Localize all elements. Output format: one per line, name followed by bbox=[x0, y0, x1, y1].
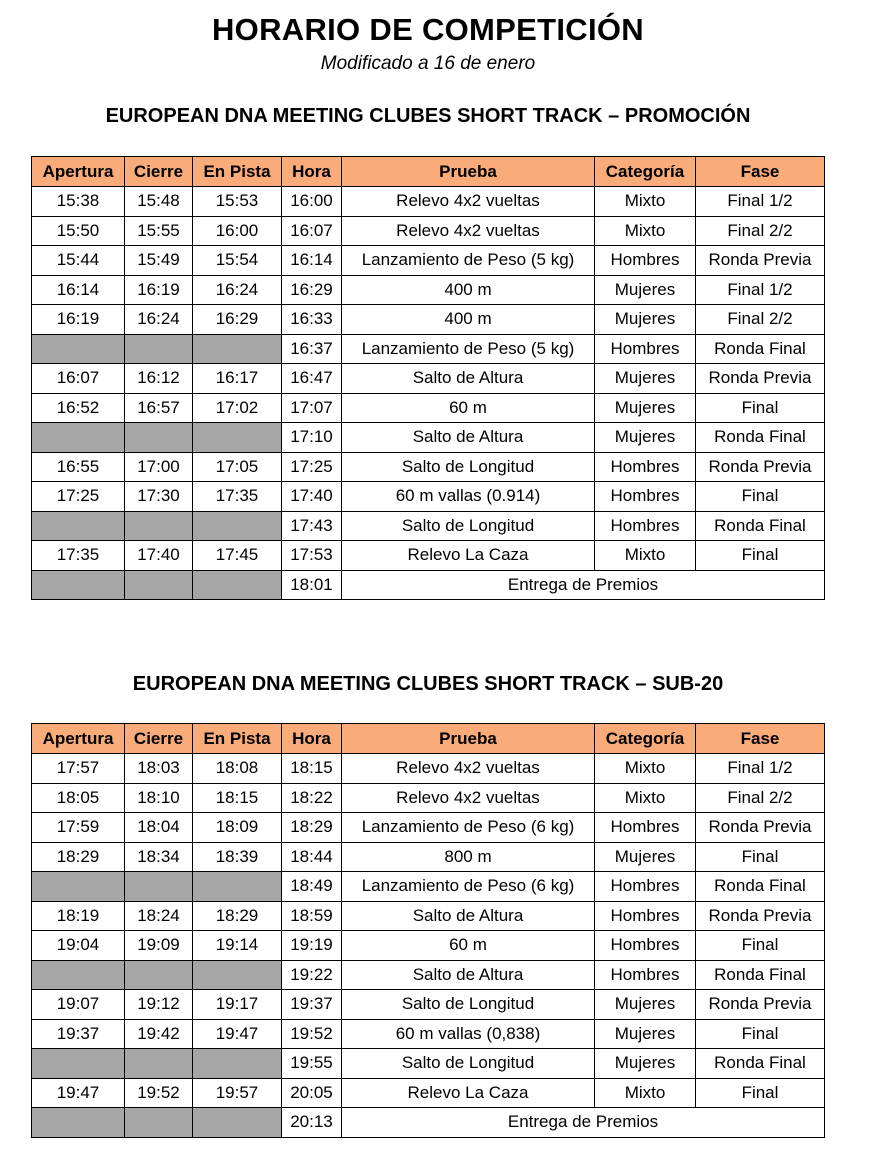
empty-cell bbox=[193, 872, 282, 902]
cell-prueba: Lanzamiento de Peso (5 kg) bbox=[342, 246, 595, 276]
table-row bbox=[32, 813, 825, 843]
cell-hora: 19:19 bbox=[282, 931, 342, 961]
cell-prueba: Relevo 4x2 vueltas bbox=[342, 216, 595, 246]
cell-fase: Ronda Final bbox=[696, 960, 825, 990]
cell-fase: Ronda Final bbox=[696, 872, 825, 902]
cell-apertura: 16:07 bbox=[32, 364, 125, 394]
awards-label: Entrega de Premios bbox=[342, 1108, 825, 1138]
cell-prueba: 400 m bbox=[342, 275, 595, 305]
cell-fase: Ronda Previa bbox=[696, 364, 825, 394]
cell-en-pista: 18:39 bbox=[193, 842, 282, 872]
cell-prueba: Relevo La Caza bbox=[342, 1078, 595, 1108]
cell-hora: 18:29 bbox=[282, 813, 342, 843]
cell-cierre: 19:52 bbox=[125, 1078, 193, 1108]
cell-fase: Final bbox=[696, 1078, 825, 1108]
column-header-cierre: Cierre bbox=[125, 724, 193, 754]
empty-cell bbox=[32, 570, 125, 600]
table-row bbox=[32, 423, 825, 453]
empty-cell bbox=[125, 570, 193, 600]
empty-cell bbox=[193, 423, 282, 453]
cell-fase: Final 2/2 bbox=[696, 305, 825, 335]
cell-prueba: 60 m bbox=[342, 393, 595, 423]
table-row bbox=[32, 1049, 825, 1079]
cell-en-pista: 18:29 bbox=[193, 901, 282, 931]
cell-prueba: Lanzamiento de Peso (5 kg) bbox=[342, 334, 595, 364]
cell-hora: 18:01 bbox=[282, 570, 342, 600]
empty-cell bbox=[193, 334, 282, 364]
empty-cell bbox=[32, 511, 125, 541]
page-subtitle: Modificado a 16 de enero bbox=[320, 53, 536, 74]
cell-cierre: 16:19 bbox=[125, 275, 193, 305]
cell-cierre: 19:42 bbox=[125, 1019, 193, 1049]
cell-en-pista: 16:24 bbox=[193, 275, 282, 305]
cell-hora: 16:00 bbox=[282, 187, 342, 217]
schedule-table-promocion bbox=[31, 156, 825, 600]
cell-prueba: Relevo 4x2 vueltas bbox=[342, 754, 595, 784]
empty-cell bbox=[125, 872, 193, 902]
cell-hora: 16:47 bbox=[282, 364, 342, 394]
cell-en-pista: 19:57 bbox=[193, 1078, 282, 1108]
table-row bbox=[32, 960, 825, 990]
empty-cell bbox=[125, 511, 193, 541]
awards-label: Entrega de Premios bbox=[342, 570, 825, 600]
cell-fase: Ronda Final bbox=[696, 511, 825, 541]
cell-en-pista: 17:35 bbox=[193, 482, 282, 512]
cell-apertura: 17:57 bbox=[32, 754, 125, 784]
table-row bbox=[32, 901, 825, 931]
cell-apertura: 16:55 bbox=[32, 452, 125, 482]
column-header-cierre: Cierre bbox=[125, 157, 193, 187]
cell-prueba: 60 m bbox=[342, 931, 595, 961]
table-row bbox=[32, 393, 825, 423]
column-header-apertura: Apertura bbox=[32, 157, 125, 187]
cell-hora: 20:13 bbox=[282, 1108, 342, 1138]
cell-en-pista: 17:45 bbox=[193, 541, 282, 571]
cell-apertura: 15:50 bbox=[32, 216, 125, 246]
column-header-hora: Hora bbox=[282, 724, 342, 754]
empty-cell bbox=[193, 511, 282, 541]
cell-hora: 18:15 bbox=[282, 754, 342, 784]
cell-categoria: Hombres bbox=[595, 482, 696, 512]
table-row bbox=[32, 334, 825, 364]
cell-fase: Final 1/2 bbox=[696, 754, 825, 784]
cell-fase: Final bbox=[696, 1019, 825, 1049]
column-header-apertura: Apertura bbox=[32, 724, 125, 754]
cell-hora: 18:49 bbox=[282, 872, 342, 902]
table-row bbox=[32, 872, 825, 902]
cell-fase: Final 1/2 bbox=[696, 187, 825, 217]
cell-apertura: 19:37 bbox=[32, 1019, 125, 1049]
section-title-sub20: EUROPEAN DNA MEETING CLUBES SHORT TRACK – SUB-20 bbox=[132, 673, 724, 695]
cell-en-pista: 15:54 bbox=[193, 246, 282, 276]
column-header-prueba: Prueba bbox=[342, 724, 595, 754]
empty-cell bbox=[125, 423, 193, 453]
cell-cierre: 17:30 bbox=[125, 482, 193, 512]
cell-en-pista: 15:53 bbox=[193, 187, 282, 217]
column-header-categoria: Categoría bbox=[595, 724, 696, 754]
table-row bbox=[32, 754, 825, 784]
cell-hora: 16:07 bbox=[282, 216, 342, 246]
cell-prueba: Relevo 4x2 vueltas bbox=[342, 187, 595, 217]
cell-prueba: 60 m vallas (0.914) bbox=[342, 482, 595, 512]
cell-en-pista: 16:17 bbox=[193, 364, 282, 394]
cell-hora: 17:10 bbox=[282, 423, 342, 453]
cell-categoria: Mujeres bbox=[595, 305, 696, 335]
cell-cierre: 16:24 bbox=[125, 305, 193, 335]
cell-categoria: Mixto bbox=[595, 783, 696, 813]
cell-prueba: Salto de Longitud bbox=[342, 452, 595, 482]
cell-categoria: Hombres bbox=[595, 246, 696, 276]
column-header-hora: Hora bbox=[282, 157, 342, 187]
cell-hora: 19:52 bbox=[282, 1019, 342, 1049]
cell-prueba: Salto de Altura bbox=[342, 901, 595, 931]
table-row bbox=[32, 1078, 825, 1108]
schedule-table-sub20 bbox=[31, 723, 825, 1138]
cell-cierre: 17:40 bbox=[125, 541, 193, 571]
table-row bbox=[32, 364, 825, 394]
cell-categoria: Mixto bbox=[595, 187, 696, 217]
cell-fase: Ronda Previa bbox=[696, 246, 825, 276]
table-row bbox=[32, 216, 825, 246]
cell-prueba: Relevo 4x2 vueltas bbox=[342, 783, 595, 813]
column-header-en-pista: En Pista bbox=[193, 157, 282, 187]
cell-cierre: 17:00 bbox=[125, 452, 193, 482]
cell-cierre: 19:12 bbox=[125, 990, 193, 1020]
table-row bbox=[32, 275, 825, 305]
cell-apertura: 15:44 bbox=[32, 246, 125, 276]
cell-apertura: 19:07 bbox=[32, 990, 125, 1020]
cell-hora: 17:43 bbox=[282, 511, 342, 541]
cell-en-pista: 18:08 bbox=[193, 754, 282, 784]
empty-cell bbox=[32, 423, 125, 453]
cell-prueba: Salto de Longitud bbox=[342, 990, 595, 1020]
cell-hora: 17:40 bbox=[282, 482, 342, 512]
column-header-fase: Fase bbox=[696, 724, 825, 754]
cell-hora: 18:59 bbox=[282, 901, 342, 931]
cell-categoria: Hombres bbox=[595, 511, 696, 541]
cell-categoria: Mixto bbox=[595, 216, 696, 246]
table-row bbox=[32, 1019, 825, 1049]
cell-categoria: Mixto bbox=[595, 541, 696, 571]
empty-cell bbox=[32, 334, 125, 364]
cell-apertura: 16:19 bbox=[32, 305, 125, 335]
cell-categoria: Mujeres bbox=[595, 1019, 696, 1049]
cell-prueba: Salto de Longitud bbox=[342, 511, 595, 541]
empty-cell bbox=[125, 334, 193, 364]
cell-fase: Ronda Previa bbox=[696, 990, 825, 1020]
cell-apertura: 16:14 bbox=[32, 275, 125, 305]
cell-apertura: 19:04 bbox=[32, 931, 125, 961]
awards-row bbox=[32, 570, 825, 600]
cell-cierre: 15:49 bbox=[125, 246, 193, 276]
cell-fase: Ronda Previa bbox=[696, 901, 825, 931]
empty-cell bbox=[125, 1049, 193, 1079]
cell-fase: Final bbox=[696, 931, 825, 961]
cell-en-pista: 17:05 bbox=[193, 452, 282, 482]
cell-cierre: 18:24 bbox=[125, 901, 193, 931]
cell-fase: Ronda Final bbox=[696, 1049, 825, 1079]
cell-apertura: 18:05 bbox=[32, 783, 125, 813]
column-header-en-pista: En Pista bbox=[193, 724, 282, 754]
cell-hora: 19:55 bbox=[282, 1049, 342, 1079]
cell-categoria: Mixto bbox=[595, 1078, 696, 1108]
cell-cierre: 18:03 bbox=[125, 754, 193, 784]
cell-categoria: Mujeres bbox=[595, 275, 696, 305]
cell-fase: Final bbox=[696, 541, 825, 571]
cell-fase: Final 2/2 bbox=[696, 216, 825, 246]
cell-categoria: Mujeres bbox=[595, 364, 696, 394]
cell-categoria: Hombres bbox=[595, 872, 696, 902]
cell-prueba: Salto de Longitud bbox=[342, 1049, 595, 1079]
cell-apertura: 18:29 bbox=[32, 842, 125, 872]
cell-fase: Final 1/2 bbox=[696, 275, 825, 305]
cell-hora: 20:05 bbox=[282, 1078, 342, 1108]
cell-hora: 17:07 bbox=[282, 393, 342, 423]
cell-cierre: 15:48 bbox=[125, 187, 193, 217]
table-row bbox=[32, 305, 825, 335]
cell-apertura: 19:47 bbox=[32, 1078, 125, 1108]
cell-en-pista: 19:14 bbox=[193, 931, 282, 961]
cell-cierre: 16:57 bbox=[125, 393, 193, 423]
cell-fase: Ronda Final bbox=[696, 334, 825, 364]
cell-categoria: Hombres bbox=[595, 931, 696, 961]
cell-en-pista: 18:15 bbox=[193, 783, 282, 813]
table-row bbox=[32, 541, 825, 571]
cell-en-pista: 18:09 bbox=[193, 813, 282, 843]
cell-apertura: 18:19 bbox=[32, 901, 125, 931]
table-row bbox=[32, 931, 825, 961]
awards-row bbox=[32, 1108, 825, 1138]
cell-categoria: Hombres bbox=[595, 452, 696, 482]
cell-categoria: Hombres bbox=[595, 813, 696, 843]
cell-en-pista: 19:47 bbox=[193, 1019, 282, 1049]
cell-apertura: 17:35 bbox=[32, 541, 125, 571]
cell-fase: Ronda Previa bbox=[696, 452, 825, 482]
cell-apertura: 17:59 bbox=[32, 813, 125, 843]
column-header-categoria: Categoría bbox=[595, 157, 696, 187]
cell-categoria: Mujeres bbox=[595, 393, 696, 423]
cell-categoria: Hombres bbox=[595, 901, 696, 931]
cell-fase: Final bbox=[696, 842, 825, 872]
cell-cierre: 18:10 bbox=[125, 783, 193, 813]
cell-hora: 19:37 bbox=[282, 990, 342, 1020]
empty-cell bbox=[125, 1108, 193, 1138]
column-header-fase: Fase bbox=[696, 157, 825, 187]
column-header-prueba: Prueba bbox=[342, 157, 595, 187]
cell-en-pista: 17:02 bbox=[193, 393, 282, 423]
cell-categoria: Mujeres bbox=[595, 423, 696, 453]
cell-prueba: Salto de Altura bbox=[342, 364, 595, 394]
cell-prueba: 60 m vallas (0,838) bbox=[342, 1019, 595, 1049]
cell-hora: 16:37 bbox=[282, 334, 342, 364]
cell-categoria: Mujeres bbox=[595, 1049, 696, 1079]
cell-hora: 16:14 bbox=[282, 246, 342, 276]
cell-hora: 18:44 bbox=[282, 842, 342, 872]
cell-en-pista: 19:17 bbox=[193, 990, 282, 1020]
table-row bbox=[32, 990, 825, 1020]
cell-prueba: Relevo La Caza bbox=[342, 541, 595, 571]
cell-prueba: 400 m bbox=[342, 305, 595, 335]
cell-hora: 18:22 bbox=[282, 783, 342, 813]
table-row bbox=[32, 511, 825, 541]
cell-fase: Final bbox=[696, 393, 825, 423]
empty-cell bbox=[32, 960, 125, 990]
cell-prueba: 800 m bbox=[342, 842, 595, 872]
empty-cell bbox=[125, 960, 193, 990]
cell-prueba: Salto de Altura bbox=[342, 960, 595, 990]
table-row bbox=[32, 452, 825, 482]
table-row bbox=[32, 783, 825, 813]
cell-fase: Final 2/2 bbox=[696, 783, 825, 813]
cell-cierre: 18:04 bbox=[125, 813, 193, 843]
cell-hora: 17:25 bbox=[282, 452, 342, 482]
cell-fase: Ronda Previa bbox=[696, 813, 825, 843]
cell-cierre: 19:09 bbox=[125, 931, 193, 961]
table-row bbox=[32, 842, 825, 872]
cell-en-pista: 16:00 bbox=[193, 216, 282, 246]
cell-cierre: 18:34 bbox=[125, 842, 193, 872]
cell-apertura: 15:38 bbox=[32, 187, 125, 217]
cell-fase: Ronda Final bbox=[696, 423, 825, 453]
empty-cell bbox=[193, 1108, 282, 1138]
cell-categoria: Mujeres bbox=[595, 842, 696, 872]
cell-prueba: Lanzamiento de Peso (6 kg) bbox=[342, 872, 595, 902]
empty-cell bbox=[193, 570, 282, 600]
table-row bbox=[32, 482, 825, 512]
cell-hora: 16:33 bbox=[282, 305, 342, 335]
cell-apertura: 16:52 bbox=[32, 393, 125, 423]
table-row bbox=[32, 187, 825, 217]
empty-cell bbox=[193, 1049, 282, 1079]
cell-fase: Final bbox=[696, 482, 825, 512]
cell-prueba: Lanzamiento de Peso (6 kg) bbox=[342, 813, 595, 843]
cell-hora: 17:53 bbox=[282, 541, 342, 571]
table-row bbox=[32, 246, 825, 276]
section-title-promocion: EUROPEAN DNA MEETING CLUBES SHORT TRACK – PROMOCIÓN bbox=[105, 105, 751, 127]
cell-cierre: 15:55 bbox=[125, 216, 193, 246]
cell-prueba: Salto de Altura bbox=[342, 423, 595, 453]
cell-en-pista: 16:29 bbox=[193, 305, 282, 335]
cell-categoria: Mixto bbox=[595, 754, 696, 784]
empty-cell bbox=[32, 872, 125, 902]
cell-hora: 19:22 bbox=[282, 960, 342, 990]
page-title: HORARIO DE COMPETICIÓN bbox=[211, 12, 644, 47]
empty-cell bbox=[193, 960, 282, 990]
table-header-row bbox=[32, 724, 825, 754]
cell-categoria: Hombres bbox=[595, 960, 696, 990]
cell-cierre: 16:12 bbox=[125, 364, 193, 394]
empty-cell bbox=[32, 1108, 125, 1138]
cell-categoria: Mujeres bbox=[595, 990, 696, 1020]
cell-apertura: 17:25 bbox=[32, 482, 125, 512]
empty-cell bbox=[32, 1049, 125, 1079]
table-header-row bbox=[32, 157, 825, 187]
cell-categoria: Hombres bbox=[595, 334, 696, 364]
cell-hora: 16:29 bbox=[282, 275, 342, 305]
